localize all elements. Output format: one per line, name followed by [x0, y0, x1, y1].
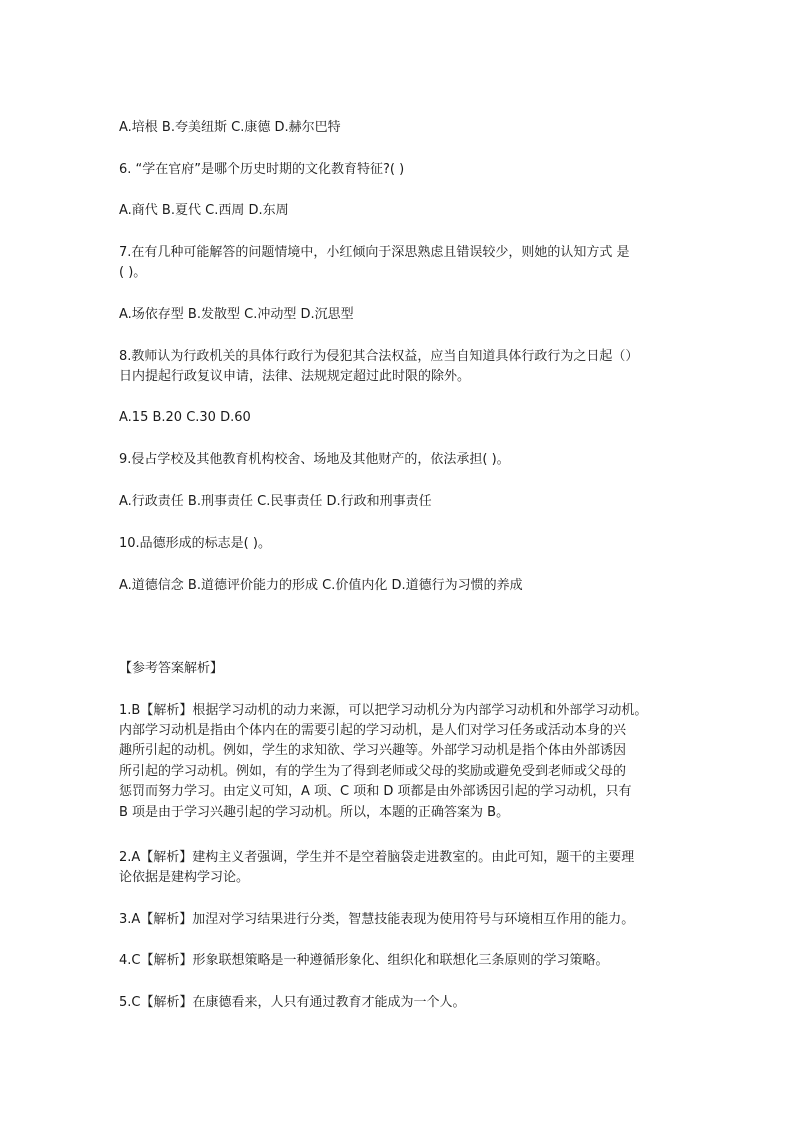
answer-2-line: 2.A【解析】建构主义者强调，学生并不是空着脑袋走进教室的。由此可知，题干的主要理	[119, 850, 635, 865]
q9-options: A.行政责任 B.刑事责任 C.民事责任 D.行政和刑事责任	[119, 494, 432, 509]
q7-options: A.场依存型 B.发散型 C.冲动型 D.沉思型	[119, 307, 354, 322]
answer-1-line: 趣所引起的动机。例如，学生的求知欲、学习兴趣等。外部学习动机是指个体由外部诱因	[119, 743, 627, 758]
q9-stem: 9.侵占学校及其他教育机构校舍、场地及其他财产的，依法承担( )。	[119, 452, 510, 467]
q7-stem-line-1: 7.在有几种可能解答的问题情境中，小红倾向于深思熟虑且错误较少，则她的认知方式 是	[119, 245, 630, 260]
answer-1-line: 惩罚而努力学习。由定义可知，A 项、C 项和 D 项都是由外部诱因引起的学习动机，只有	[119, 784, 632, 799]
q10-stem: 10.品德形成的标志是( )。	[119, 536, 271, 551]
q8-options: A.15 B.20 C.30 D.60	[119, 410, 251, 425]
q7-stem-line-2: ( )。	[119, 265, 147, 280]
answer-2-line: 论依据是建构学习论。	[119, 870, 250, 885]
answer-3: 3.A【解析】加涅对学习结果进行分类，智慧技能表现为使用符号与环境相互作用的能力。	[119, 912, 635, 927]
q10-options: A.道德信念 B.道德评价能力的形成 C.价值内化 D.道德行为习惯的养成	[119, 578, 523, 593]
q8-stem-line-1: 8.教师认为行政机关的具体行政行为侵犯其合法权益，应当自知道具体行政行为之日起（）	[119, 349, 639, 364]
answer-4: 4.C【解析】形象联想策略是一种遵循形象化、组织化和联想化三条原则的学习策略。	[119, 953, 609, 968]
answer-1-line: 所引起的学习动机。例如，有的学生为了得到老师或父母的奖励或避免受到老师或父母的	[119, 764, 627, 779]
answer-5: 5.C【解析】在康德看来，人只有通过教育才能成为一个人。	[119, 995, 466, 1010]
answer-1-line: B 项是由于学习兴趣引起的学习动机。所以，本题的正确答案为 B。	[119, 805, 510, 820]
answer-1-line: 内部学习动机是指由个体内在的需要引起的学习动机，是人们对学习任务或活动本身的兴	[119, 723, 627, 738]
answer-1-line: 1.B【解析】根据学习动机的动力来源，可以把学习动机分为内部学习动机和外部学习动机。	[119, 703, 648, 718]
answers-heading: 【参考答案解析】	[119, 661, 224, 676]
q8-stem-line-2: 日内提起行政复议申请，法律、法规规定超过此时限的除外。	[119, 369, 471, 384]
q6-options: A.商代 B.夏代 C.西周 D.东周	[119, 203, 289, 218]
q6-stem: 6. “学在官府”是哪个历史时期的文化教育特征?( )	[119, 162, 405, 177]
q5-options: A.培根 B.夸美纽斯 C.康德 D.赫尔巴特	[119, 120, 341, 135]
